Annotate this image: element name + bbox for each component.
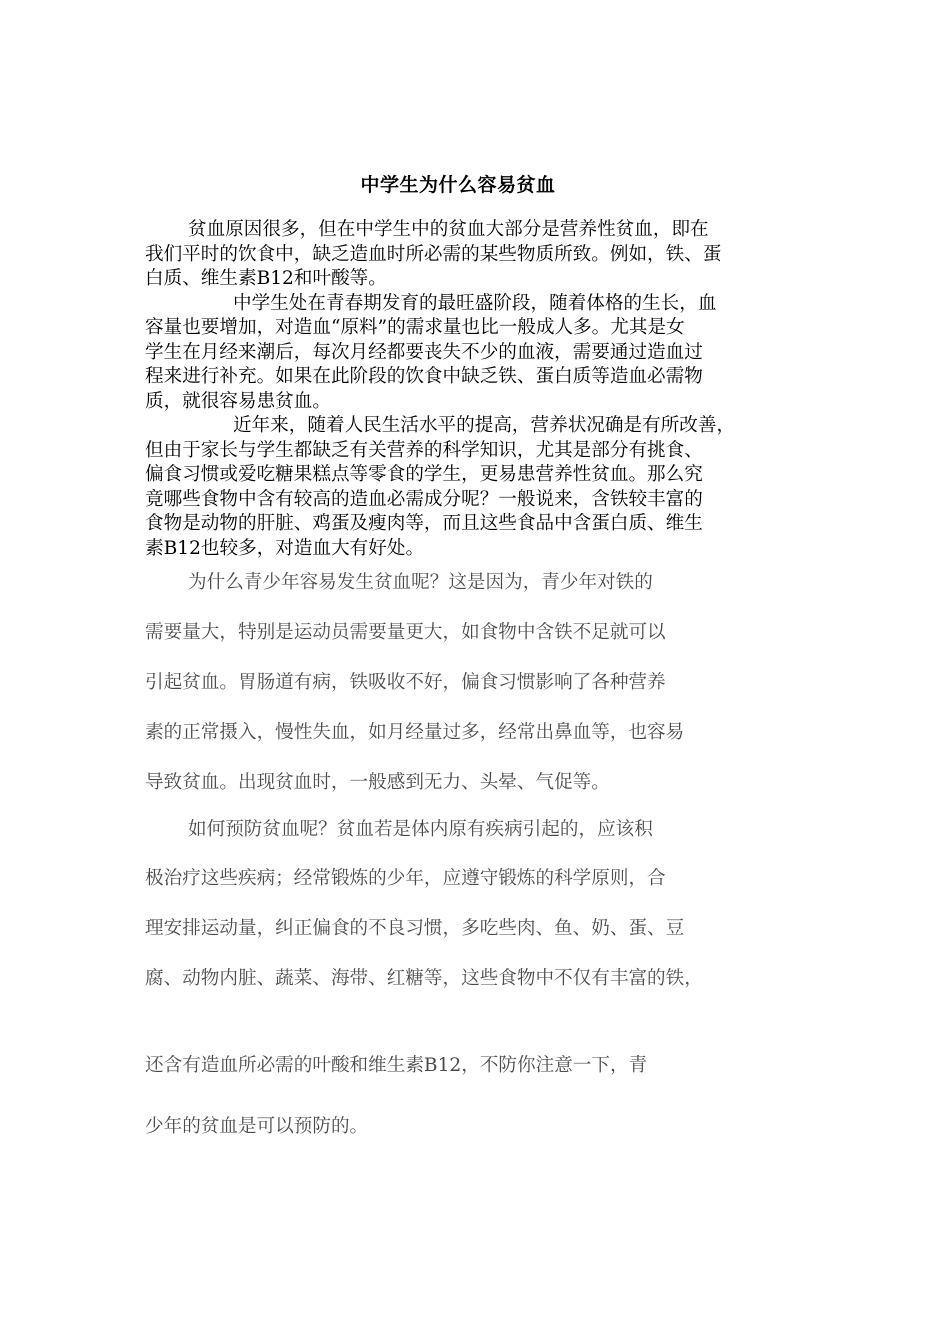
paragraph-line: 我们平时的饮食中，缺乏造血时所必需的某些物质所致。例如，铁、蛋 xyxy=(145,243,722,265)
paragraph-line: 程来进行补充。如果在此阶段的饮食中缺乏铁、蛋白质等造血必需物 xyxy=(145,366,703,387)
paragraph-line: 极治疗这些疾病；经常锻炼的少年，应遵守锻炼的科学原则，合 xyxy=(145,868,666,889)
paragraph-line: 理安排运动量，纠正偏食的不良习惯，多吃些肉、鱼、奶、蛋、豆 xyxy=(145,918,685,939)
section-nutritional-anemia xyxy=(145,218,825,561)
paragraph-line: 偏食习惯或爱吃糖果糕点等零食的学生，更易患营养性贫血。那么究 xyxy=(145,464,703,485)
document-title: 中学生为什么容易贫血 xyxy=(360,174,556,196)
paragraph-line: 食物是动物的肝脏、鸡蛋及瘦肉等，而且这些食品中含蛋白质、维生 xyxy=(145,513,703,534)
paragraph-line: 近年来，随着人民生活水平的提高，营养状况确是有所改善， xyxy=(233,415,736,436)
paragraph-line: 但由于家长与学生都缺乏有关营养的科学知识，尤其是部分有挑食、 xyxy=(145,439,703,461)
paragraph-line: 如何预防贫血呢？贫血若是体内原有疾病引起的，应该积 xyxy=(188,819,653,840)
paragraph-line: 贫血原因很多，但在中学生中的贫血大部分是营养性贫血，即在 xyxy=(188,219,709,240)
paragraph-line: 还含有造血所必需的叶酸和维生素B12，不防你注意一下，青 xyxy=(145,1055,648,1076)
paragraph-line: 质，就很容易患贫血。 xyxy=(145,390,331,412)
paragraph-line: 容量也要增加，对造血“原料”的需求量也比一般成人多。尤其是女 xyxy=(145,317,685,338)
paragraph-line: 少年的贫血是可以预防的。 xyxy=(145,1116,369,1137)
paragraph-line: 白质、维生素B12和叶酸等。 xyxy=(145,268,387,289)
paragraph-line: 为什么青少年容易发生贫血呢？这是因为，青少年对铁的 xyxy=(188,572,653,593)
paragraph-line: 引起贫血。胃肠道有病，铁吸收不好，偏食习惯影响了各种营养 xyxy=(145,672,666,693)
paragraph-line: 素B12也较多，对造血大有好处。 xyxy=(145,537,425,559)
paragraph-line: 腐、动物内脏、蔬菜、海带、红糖等，这些食物中不仅有丰富的铁， xyxy=(145,968,703,989)
paragraph-line: 学生在月经来潮后，每次月经都要丧失不少的血液，需要通过造血过 xyxy=(145,341,703,363)
paragraph-line: 素的正常摄入，慢性失血，如月经量过多，经常出鼻血等，也容易 xyxy=(145,722,685,743)
paragraph-line: 中学生处在青春期发育的最旺盛阶段，随着体格的生长，血 xyxy=(233,292,717,314)
paragraph-line: 竟哪些食物中含有较高的造血必需成分呢？一般说来，含铁较丰富的 xyxy=(145,488,703,510)
paragraph-line: 需要量大，特别是运动员需要量更大，如食物中含铁不足就可以 xyxy=(145,622,666,643)
paragraph-line: 导致贫血。出现贫血时，一般感到无力、头晕、气促等。 xyxy=(145,772,610,793)
